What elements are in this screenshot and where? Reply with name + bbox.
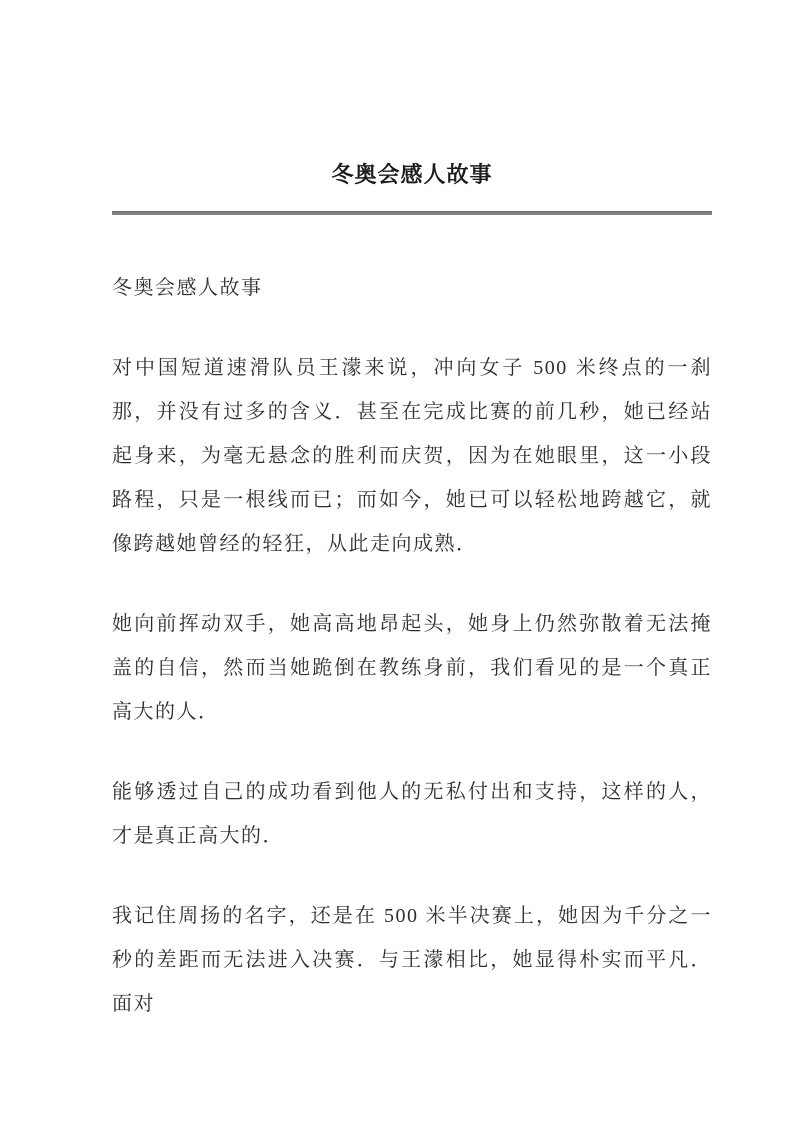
document-subtitle: 冬奥会感人故事 (112, 277, 263, 299)
title-divider (112, 211, 712, 215)
document-content (112, 160, 712, 1026)
paragraph: 她向前挥动双手，她高高地昂起头，她身上仍然弥散着无法掩盖的自信，然而当她跪倒在教练身前，我们看见的是一个真正高大的人． (112, 613, 712, 723)
page-title: 冬奥会感人故事 (331, 162, 493, 187)
paragraph: 我记住周扬的名字，还是在 500 米半决赛上，她因为千分之一秒的差距而无法进入决赛．与王濛相比，她显得朴实而平凡．面对 (112, 905, 712, 1015)
paragraph: 能够透过自己的成功看到他人的无私付出和支持，这样的人，才是真正高大的． (112, 781, 712, 847)
paragraph: 对中国短道速滑队员王濛来说，冲向女子 500 米终点的一刹那，并没有过多的含义．甚至在完成比赛的前几秒，她已经站起身来，为毫无悬念的胜利而庆贺，因为在她眼里，这一小段路程，只是一根线而已；而如今，她已可以轻松地跨越它，就像跨越她曾经的轻狂，从此走向成熟． (112, 357, 712, 555)
